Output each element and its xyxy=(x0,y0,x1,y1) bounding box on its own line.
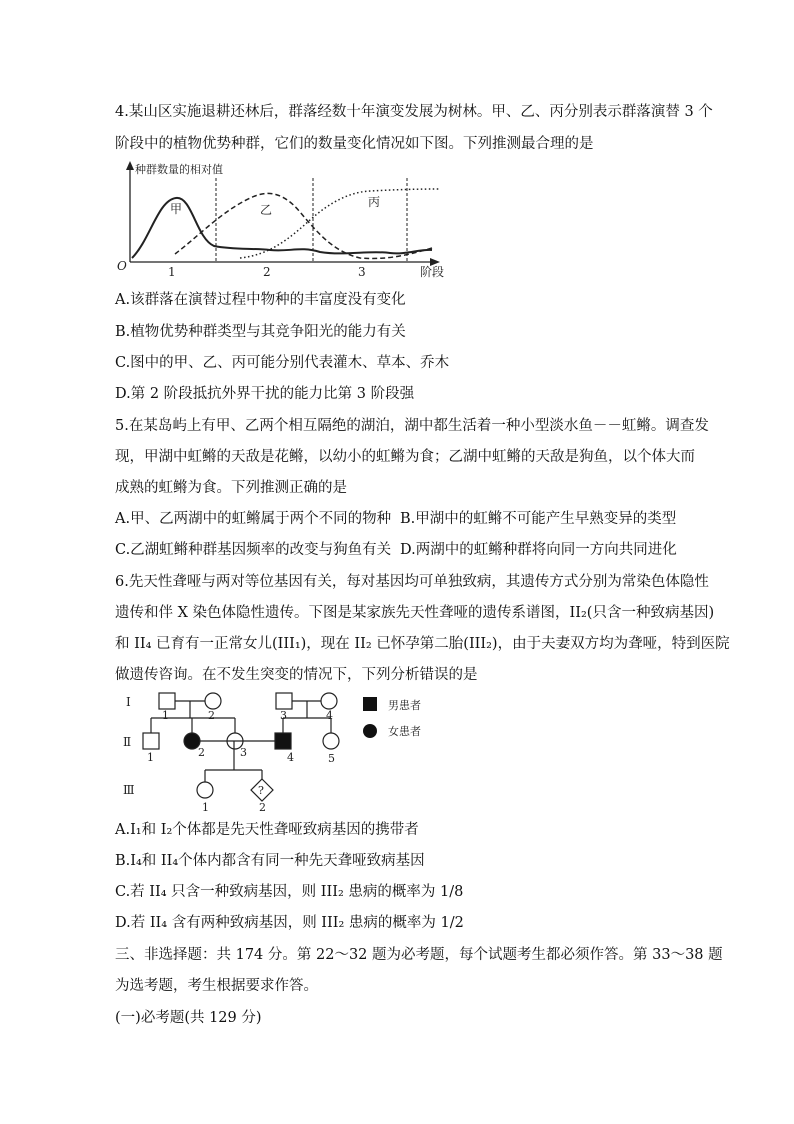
chart-ylabel: 种群数量的相对值 xyxy=(135,163,223,176)
legend-male-label: 男患者 xyxy=(388,699,421,712)
q5-option-b: B.甲湖中的虹鳉不可能产生早熟变异的类型 xyxy=(400,511,677,527)
q6-stem-line2: 遗传和伴 X 染色体隐性遗传。下图是某家族先天性聋哑的遗传系谱图，II₂(只含一种致病基因) xyxy=(115,605,715,621)
section3-line2: 为选考题，考生根据要求作答。 xyxy=(115,978,318,994)
succession-chart xyxy=(112,158,452,280)
II4-affected-male xyxy=(275,733,291,749)
q6-stem-line1: 6.先天性聋哑与两对等位基因有关，每对基因均可单独致病，其遗传方式分别为常染色体隐性 xyxy=(115,574,709,590)
legend-male-symbol xyxy=(363,697,377,711)
num-I2: 2 xyxy=(208,709,215,722)
legend-female-label: 女患者 xyxy=(388,725,421,738)
q6-option-c: C.若 II₄ 只含一种致病基因，则 III₂ 患病的概率为 1/8 xyxy=(115,884,464,900)
q5-option-c: C.乙湖虹鳉种群基因频率的改变与狗鱼有关 xyxy=(115,542,392,558)
q6-option-d: D.若 II₄ 含有两种致病基因，则 III₂ 患病的概率为 1/2 xyxy=(115,915,464,931)
num-II3: 3 xyxy=(240,746,247,759)
num-I1: 1 xyxy=(162,709,169,722)
tick-1: 1 xyxy=(168,265,176,279)
q6-stem-line4: 做遗传咨询。在不发生突变的情况下，下列分析错误的是 xyxy=(115,667,478,683)
q4-option-d: D.第 2 阶段抵抗外界干扰的能力比第 3 阶段强 xyxy=(115,386,415,402)
num-II4: 4 xyxy=(287,751,294,764)
legend-female-symbol xyxy=(363,724,377,738)
q4-option-c: C.图中的甲、乙、丙可能分别代表灌木、草本、乔木 xyxy=(115,355,450,371)
num-II5: 5 xyxy=(328,752,335,765)
pedigree-chart xyxy=(118,688,438,816)
num-III1: 1 xyxy=(202,801,209,814)
num-I4: 4 xyxy=(326,709,333,722)
I1-male xyxy=(159,693,175,709)
chart-xlabel: 阶段 xyxy=(420,265,445,279)
I3-male xyxy=(276,693,292,709)
q4-option-a: A.该群落在演替过程中物种的丰富度没有变化 xyxy=(115,292,406,308)
chart-origin: O xyxy=(117,259,127,273)
q5-option-a: A.甲、乙两湖中的虹鳉属于两个不同的物种 xyxy=(115,511,392,527)
q4-option-b: B.植物优势种群类型与其竞争阳光的能力有关 xyxy=(115,324,406,340)
I2-female xyxy=(205,693,221,709)
II5-female xyxy=(323,733,339,749)
gen-label-1: I xyxy=(126,695,131,709)
label-jia: 甲 xyxy=(170,202,183,216)
label-bing: 丙 xyxy=(368,195,381,209)
q5-option-d: D.两湖中的虹鳉种群将向同一方向共同进化 xyxy=(400,542,677,558)
section3-line1: 三、非选择题：共 174 分。第 22～32 题为必考题，每个试题考生都必须作答。第 33～38 题 xyxy=(115,947,723,963)
I4-female xyxy=(321,693,337,709)
gen-label-2: Ⅱ xyxy=(123,735,132,749)
tick-2: 2 xyxy=(263,265,271,279)
q4-stem-line1: 4.某山区实施退耕还林后，群落经数十年演变发展为树林。甲、乙、丙分别表示群落演替 3 个 xyxy=(115,104,713,120)
curve-bing xyxy=(240,189,440,258)
II1-male xyxy=(143,733,159,749)
q6-option-a: A.I₁和 I₂个体都是先天性聋哑致病基因的携带者 xyxy=(115,822,419,838)
unknown-mark: ? xyxy=(258,784,264,797)
num-III2: 2 xyxy=(259,801,266,814)
num-II2: 2 xyxy=(198,746,205,759)
q5-stem-line3: 成熟的虹鳉为食。下列推测正确的是 xyxy=(115,480,347,496)
q4-stem-line2: 阶段中的植物优势种群，它们的数量变化情况如下图。下列推测最合理的是 xyxy=(115,136,594,152)
tick-3: 3 xyxy=(358,265,366,279)
section3-line3: (一)必考题(共 129 分) xyxy=(115,1010,262,1026)
q6-stem-line3: 和 II₄ 已育有一正常女儿(III₁)，现在 II₂ 已怀孕第二胎(III₂)，由于夫妻双方均为聋哑，特到医院 xyxy=(115,636,730,652)
gen-label-3: Ⅲ xyxy=(123,783,135,797)
q5-stem-line2: 现，甲湖中虹鳉的天敌是花鳉，以幼小的虹鳉为食；乙湖中虹鳉的天敌是狗鱼，以个体大而 xyxy=(115,449,695,465)
num-II1: 1 xyxy=(147,751,154,764)
q6-option-b: B.I₄和 II₄个体内都含有同一种先天聋哑致病基因 xyxy=(115,853,425,869)
III1-female xyxy=(197,782,213,798)
label-yi: 乙 xyxy=(260,203,273,217)
num-I3: 3 xyxy=(280,709,287,722)
q5-stem-line1: 5.在某岛屿上有甲、乙两个相互隔绝的湖泊，湖中都生活着一种小型淡水鱼－－虹鳉。调查发 xyxy=(115,418,709,434)
